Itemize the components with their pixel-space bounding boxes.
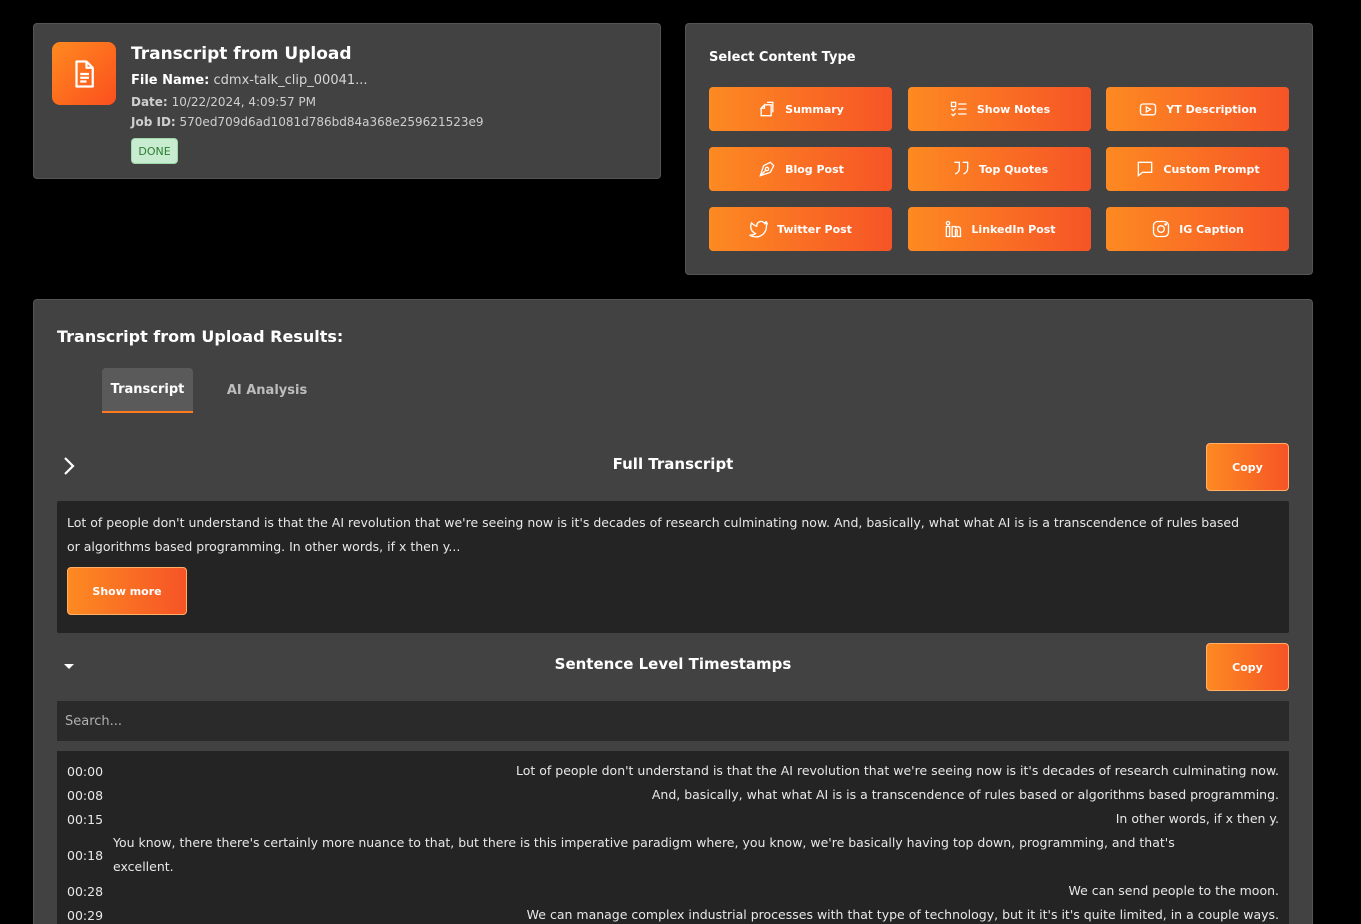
yt-description-label: YT Description xyxy=(1166,102,1257,116)
timestamps-title: Sentence Level Timestamps xyxy=(554,655,792,673)
twitter-icon xyxy=(749,219,769,239)
job-id-line xyxy=(131,115,484,129)
ig-caption-button[interactable] xyxy=(1106,207,1289,251)
full-transcript-text: Lot of people don't understand is that the AI revolution that we're seeing now is it's decades of research culminating now. And, basically, what what AI is is a transcendence of rules based or algorithms based programming. In other words, if x then y... xyxy=(67,515,1240,554)
ig-caption-label: IG Caption xyxy=(1179,222,1244,236)
results-card xyxy=(33,299,1313,924)
timestamp-row[interactable] xyxy=(67,783,1279,807)
date-value: 10/22/2024, 4:09:57 PM xyxy=(171,95,317,109)
timestamp-text: We can send people to the moon. xyxy=(1068,883,1279,898)
timestamps-header xyxy=(57,643,1289,691)
blog-post-button[interactable] xyxy=(709,147,892,191)
youtube-icon xyxy=(1138,99,1158,119)
tab-ai-analysis[interactable]: AI Analysis xyxy=(226,383,308,398)
date-line xyxy=(131,95,316,109)
custom-prompt-button[interactable] xyxy=(1106,147,1289,191)
full-transcript-box xyxy=(57,501,1289,633)
timestamp-text: We can manage complex industrial processes with that type of technology, but it it's it's quite limited, in a couple ways. xyxy=(526,907,1279,922)
quote-icon xyxy=(951,159,971,179)
summary-button[interactable] xyxy=(709,87,892,131)
timestamp-row[interactable] xyxy=(67,759,1279,783)
job-card xyxy=(33,23,661,179)
results-title: Transcript from Upload Results: xyxy=(57,327,344,346)
show-more-button[interactable]: Show more xyxy=(67,567,187,615)
timestamp-time: 00:28 xyxy=(67,883,104,899)
timestamps-list xyxy=(57,751,1289,924)
chat-bubble-icon xyxy=(1135,159,1155,179)
checklist-icon xyxy=(949,99,969,119)
content-type-card xyxy=(685,23,1313,275)
twitter-post-button[interactable] xyxy=(709,207,892,251)
timestamp-time: 00:15 xyxy=(67,811,104,827)
timestamp-text: Lot of people don't understand is that the AI revolution that we're seeing now is it's decades of research culminating now. xyxy=(515,763,1279,778)
timestamp-row[interactable] xyxy=(67,879,1279,903)
custom-prompt-label: Custom Prompt xyxy=(1163,162,1260,176)
content-type-heading: Select Content Type xyxy=(709,50,856,65)
file-icon xyxy=(52,42,116,105)
top-quotes-label: Top Quotes xyxy=(978,162,1049,176)
linkedin-post-label: LinkedIn Post xyxy=(971,222,1056,236)
status-badge: DONE xyxy=(131,138,178,164)
summary-label: Summary xyxy=(785,102,844,116)
timestamp-text: In other words, if x then y. xyxy=(1115,811,1279,826)
timestamps-copy-button[interactable]: Copy xyxy=(1206,643,1289,691)
timestamps-search-input[interactable] xyxy=(57,701,1289,741)
instagram-icon xyxy=(1151,219,1171,239)
file-name-label: File Name: xyxy=(131,73,210,88)
copy-pages-icon xyxy=(757,99,777,119)
full-transcript-title: Full Transcript xyxy=(612,455,734,473)
timestamp-time: 00:29 xyxy=(67,907,104,923)
job-id-value: 570ed709d6ad1081d786bd84a368e259621523e9 xyxy=(179,115,484,129)
top-quotes-button[interactable] xyxy=(908,147,1091,191)
date-label: Date: xyxy=(131,95,168,109)
blog-post-label: Blog Post xyxy=(785,162,844,176)
linkedin-icon xyxy=(943,219,963,239)
timestamp-row[interactable] xyxy=(67,903,1279,924)
timestamp-time: 00:08 xyxy=(67,787,104,803)
full-transcript-header xyxy=(57,443,1289,491)
full-transcript-copy-button[interactable]: Copy xyxy=(1206,443,1289,491)
timestamp-row[interactable] xyxy=(67,807,1279,831)
linkedin-post-button[interactable] xyxy=(908,207,1091,251)
timestamp-text: You know, there there's certainly more nuance to that, but there is this imperative paradigm where, you know, we're basically having top down, programming, and that's excellent. xyxy=(113,835,1175,874)
show-notes-label: Show Notes xyxy=(976,102,1051,116)
show-notes-button[interactable] xyxy=(908,87,1091,131)
timestamp-row[interactable] xyxy=(67,831,1279,879)
yt-description-button[interactable] xyxy=(1106,87,1289,131)
timestamp-time: 00:18 xyxy=(67,847,104,863)
job-id-label: Job ID: xyxy=(131,115,176,129)
tab-transcript[interactable]: Transcript xyxy=(102,368,193,413)
job-title: Transcript from Upload xyxy=(131,44,352,64)
timestamp-text: And, basically, what what AI is is a transcendence of rules based or algorithms based programming. xyxy=(651,787,1279,802)
twitter-post-label: Twitter Post xyxy=(777,222,852,236)
pen-nib-icon xyxy=(757,159,777,179)
file-name-value: cdmx-talk_clip_00041... xyxy=(213,73,368,88)
timestamp-time: 00:00 xyxy=(67,763,104,779)
file-name-line xyxy=(131,73,368,88)
